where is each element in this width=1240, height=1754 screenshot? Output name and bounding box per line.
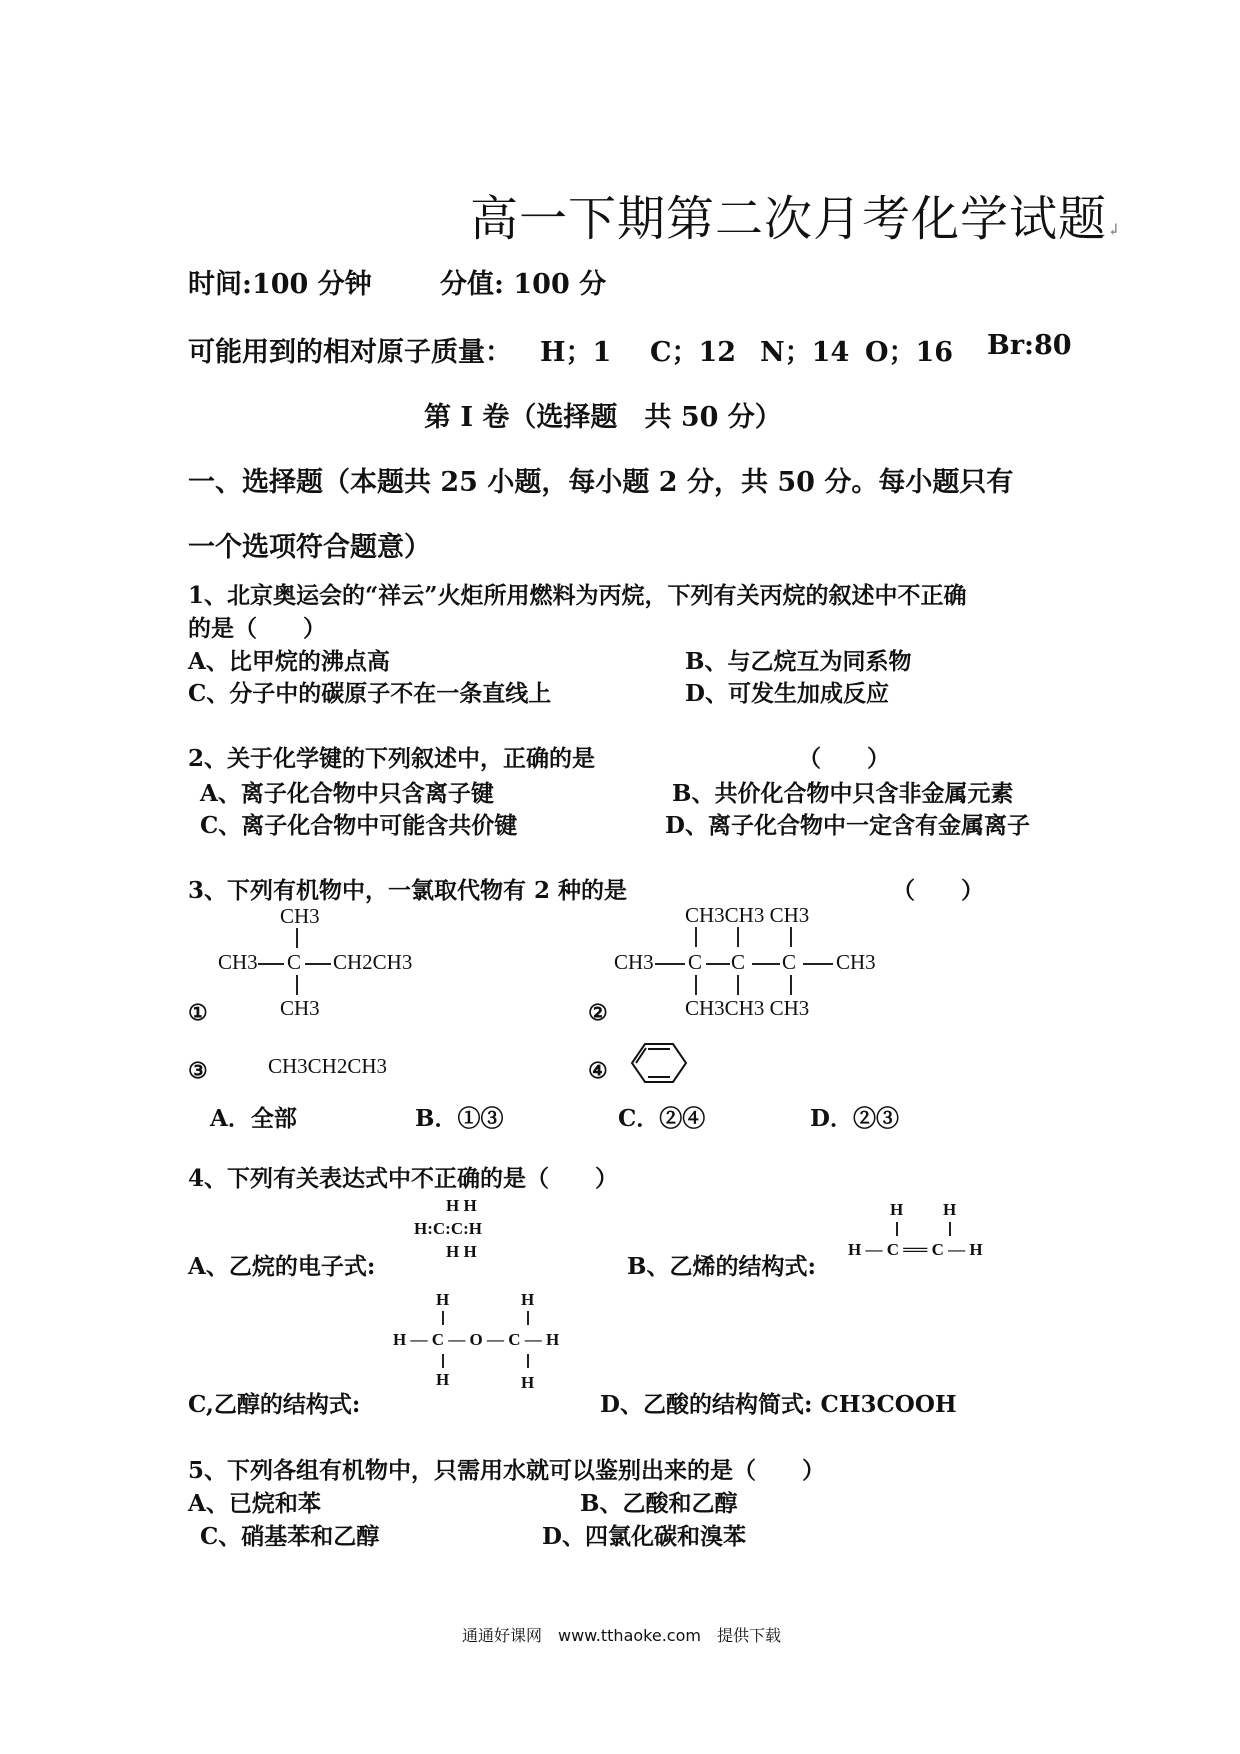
mass-h: H；1: [540, 337, 612, 368]
ethene-row: H — C ══ C — H: [848, 1240, 983, 1259]
ethane-top: H H: [446, 1196, 477, 1215]
atomic-mass-label: 可能用到的相对原子质量：: [188, 337, 512, 368]
m2-bond-bottom-2: [737, 975, 739, 995]
mass-br: Br:80: [987, 330, 1072, 361]
ethanol-bond-v1: [442, 1311, 444, 1325]
m1-top: CH3: [280, 904, 320, 928]
q3-option-b: B．①③: [415, 1105, 504, 1132]
ethanol-bond-v3: [442, 1354, 444, 1368]
m2-bond-top-3: [790, 927, 792, 947]
ethene-bond-v2: [949, 1222, 951, 1236]
q3-label-4: ④: [588, 1058, 608, 1084]
q5-stem: 5、下列各组有机物中，只需用水就可以鉴别出来的是（ ）: [188, 1457, 826, 1484]
m1-right: CH2CH3: [333, 950, 413, 974]
m2-bond-bottom-1: [695, 975, 697, 995]
q5-option-c: C、硝基苯和乙醇: [200, 1523, 380, 1550]
ethanol-bond-v4: [527, 1354, 529, 1368]
exam-time: 时间:100 分钟: [188, 269, 372, 300]
mass-c: C；12: [650, 337, 737, 368]
m2-top: CH3CH3 CH3: [685, 903, 810, 927]
q4-stem: 4、下列有关表达式中不正确的是（ ）: [188, 1165, 619, 1192]
mass-o: O；16: [865, 337, 954, 368]
paragraph-mark-icon: ↲: [1107, 220, 1122, 239]
q3-stem: 3、下列有机物中，一氯取代物有 2 种的是: [188, 877, 628, 904]
q2-option-b: B、共价化合物中只含非金属元素: [672, 780, 1014, 807]
m2-bond-top-2: [737, 927, 739, 947]
molecule-3: CH3CH2CH3: [268, 1054, 388, 1078]
q3-label-2: ②: [588, 1000, 608, 1026]
q1-option-c: C、分子中的碳原子不在一条直线上: [188, 680, 552, 707]
m2-bond-right: [803, 963, 833, 965]
q4-option-d: D、乙酸的结构简式: CH3COOH: [600, 1391, 957, 1418]
m2-c1: C: [688, 950, 703, 974]
exam-score: 分值: 100 分: [440, 269, 607, 300]
ethanol-h-bot-right: H: [521, 1373, 535, 1392]
footer-source: 通通好课网 www.tthaoke.com 提供下载: [462, 1626, 781, 1645]
m2-c2: C: [731, 950, 746, 974]
ethene-h-left: H: [890, 1200, 904, 1219]
q1-stem-line1: 1、北京奥运会的“祥云”火炬所用燃料为丙烷，下列有关丙烷的叙述中不正确: [188, 582, 967, 609]
q4-option-c: C,乙醇的结构式:: [188, 1391, 361, 1418]
m1-bond-bottom: [296, 975, 298, 995]
ethanol-h-top-right: H: [521, 1290, 535, 1309]
q4-option-a: A、乙烷的电子式:: [188, 1253, 376, 1280]
m1-bond-top: [296, 928, 298, 948]
q5-option-d: D、四氯化碳和溴苯: [542, 1523, 746, 1550]
q3-label-3: ③: [188, 1058, 208, 1084]
q3-label-1: ①: [188, 1000, 208, 1026]
m2-left: CH3: [614, 950, 654, 974]
title-text: 高一下期第二次月考化学试题: [470, 191, 1108, 247]
m1-bottom: CH3: [280, 996, 320, 1020]
q5-option-a: A、已烷和苯: [188, 1490, 321, 1517]
q3-paren: （ ）: [892, 877, 984, 904]
q2-paren: （ ）: [798, 745, 890, 772]
m1-bond-left: [258, 963, 284, 965]
q4-option-b: B、乙烯的结构式:: [627, 1253, 816, 1280]
q2-stem: 2、关于化学键的下列叙述中，正确的是: [188, 745, 596, 772]
mass-n: N；14: [760, 337, 850, 368]
q5-option-b: B、乙酸和乙醇: [580, 1490, 738, 1517]
q1-option-b: B、与乙烷互为同系物: [685, 648, 912, 675]
m1-bond-right: [305, 963, 331, 965]
instruction-line-2: 一个选项符合题意）: [188, 532, 431, 563]
ethene-bond-v1: [896, 1222, 898, 1236]
ethanol-bond-v2: [527, 1311, 529, 1325]
page-title: [470, 180, 1121, 249]
ethanol-h-top-left: H: [436, 1290, 450, 1309]
m2-bond-c1c2: [706, 963, 730, 965]
q2-option-a: A、离子化合物中只含离子键: [200, 780, 494, 807]
m1-c: C: [287, 950, 302, 974]
q2-option-d: D、离子化合物中一定含有金属离子: [665, 812, 1030, 839]
m2-bond-left: [655, 963, 685, 965]
ethene-h-right: H: [943, 1200, 957, 1219]
q3-option-c: C．②④: [618, 1105, 706, 1132]
q2-option-c: C、离子化合物中可能含共价键: [200, 812, 518, 839]
ethane-mid: H:C:C:H: [414, 1219, 482, 1238]
q3-option-a: A．全部: [210, 1105, 297, 1132]
ethanol-row: H — C — O — C — H: [393, 1330, 560, 1349]
m2-bond-c2c3: [752, 963, 780, 965]
ethanol-h-bot-left: H: [436, 1370, 450, 1389]
q1-option-d: D、可发生加成反应: [685, 680, 889, 707]
m2-bottom: CH3CH3 CH3: [685, 996, 810, 1020]
m2-bond-bottom-3: [790, 975, 792, 995]
m1-left: CH3: [218, 950, 258, 974]
m2-bond-top-1: [695, 927, 697, 947]
benzene-ring-icon: [618, 1038, 698, 1088]
m2-right: CH3: [836, 950, 876, 974]
m2-c3: C: [782, 950, 797, 974]
q1-stem-line2: 的是（ ）: [188, 615, 326, 642]
instruction-line-1: 一、选择题（本题共 25 小题，每小题 2 分，共 50 分。每小题只有: [188, 467, 1014, 498]
q3-option-d: D．②③: [810, 1105, 899, 1132]
section-header: 第 I 卷（选择题 共 50 分）: [424, 402, 782, 433]
q1-option-a: A、比甲烷的沸点高: [188, 648, 390, 675]
ethane-bot: H H: [446, 1242, 477, 1261]
